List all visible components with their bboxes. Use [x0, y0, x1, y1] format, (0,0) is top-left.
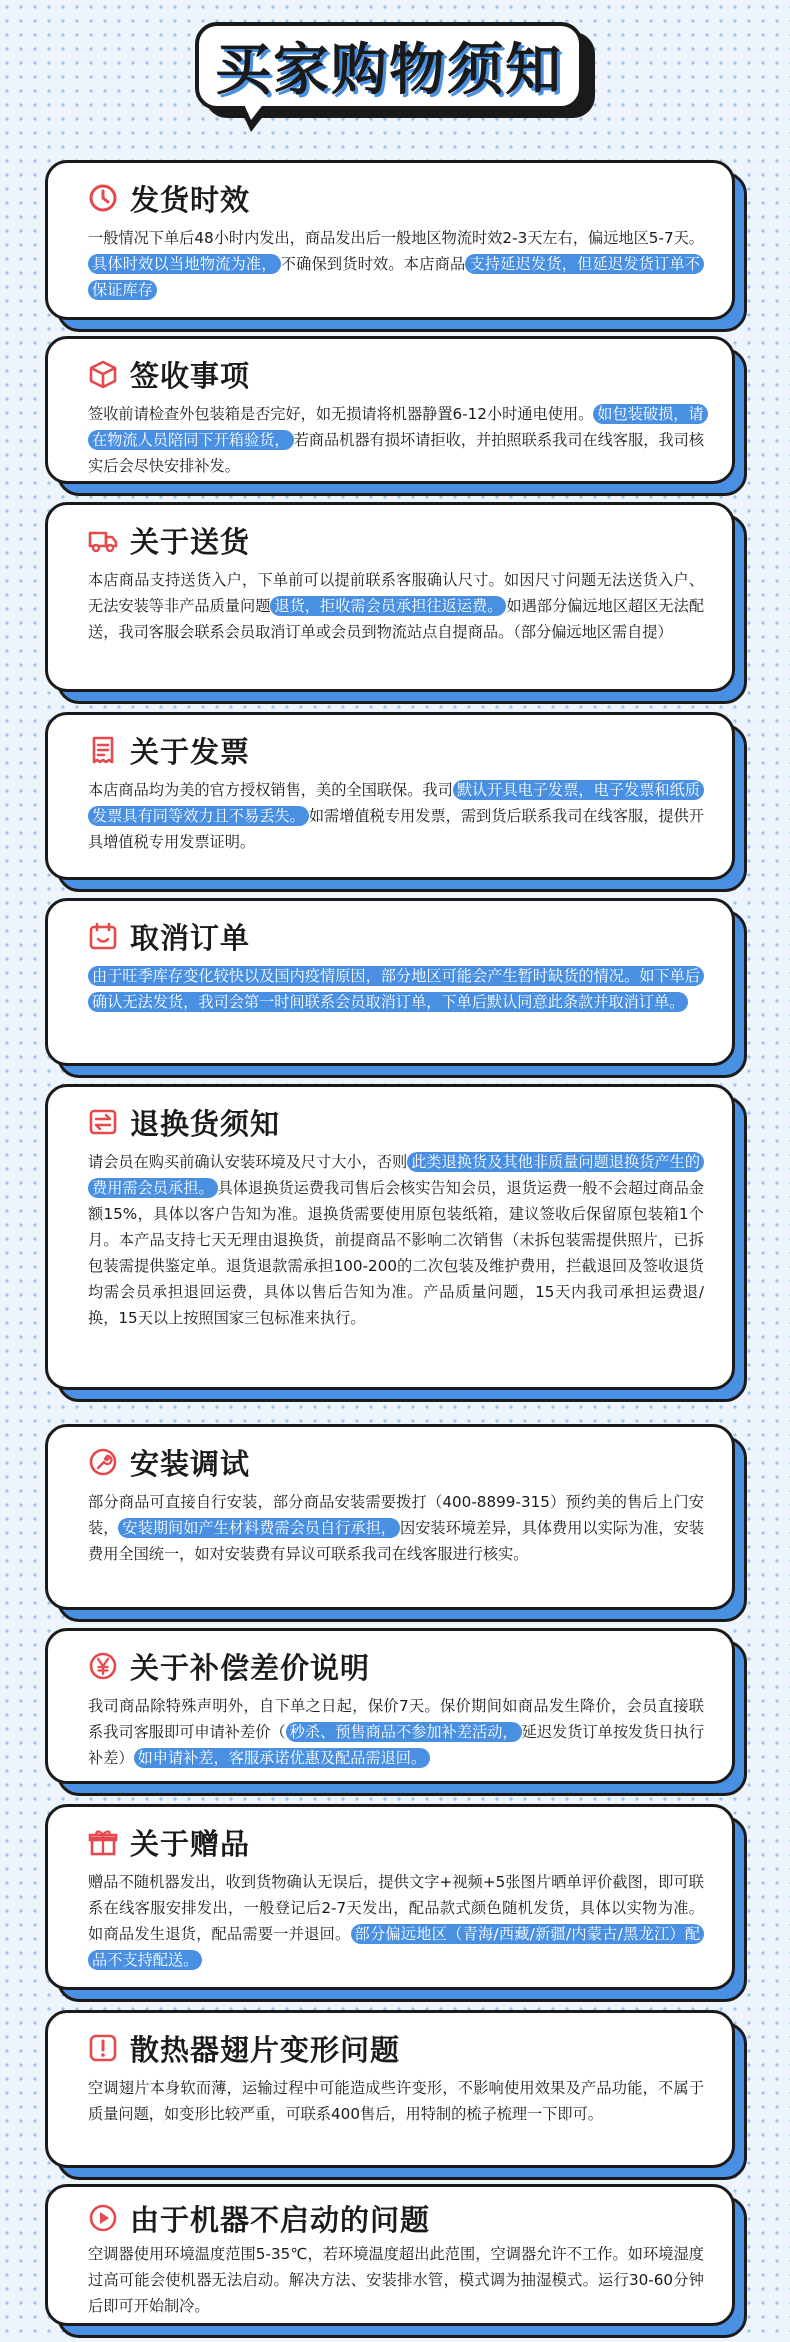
- highlighted-text: 部分偏远地区（青海/西藏/新疆/内蒙古/黑龙江）配品不支持配送。: [88, 1924, 704, 1970]
- section-title: 退换货须知: [130, 1106, 281, 1141]
- body-text: 请会员在购买前确认安装环境及尺寸大小，否则: [88, 1153, 408, 1171]
- highlighted-text: 具体时效以当地物流为准，: [88, 254, 281, 274]
- page-title-banner: [195, 22, 595, 132]
- calendar-icon: [88, 921, 118, 951]
- section-text: [88, 1489, 704, 1567]
- section-title: 取消订单: [130, 920, 251, 955]
- highlighted-text: 此类退换货及其他非质量问题退换货产生的费用需会员承担。: [88, 1152, 704, 1198]
- body-text: 本店商品均为美的官方授权销售，美的全国联保。我司: [88, 781, 453, 799]
- body-text: 因安装环境差异，具体费用以实际为准，安装费用全国统一，如对安装费有异议可联系我司在线客服进行核实。: [88, 1519, 705, 1563]
- section-shipping-time: [45, 160, 735, 320]
- section-title: 发货时效: [130, 182, 251, 217]
- section-text: [88, 401, 704, 479]
- section-invoice: [45, 712, 735, 880]
- section-return-exchange: [45, 1084, 735, 1390]
- section-text: [88, 1149, 704, 1331]
- section-text: [88, 225, 704, 303]
- section-text: [88, 2241, 704, 2319]
- body-text: 部分商品可直接自行安装，部分商品安装需要拨打（400-8899-315）预约美的售后上门安装，: [88, 1493, 704, 1537]
- body-text: 我司商品除特殊声明外，自下单之日起，保价7天。保价期间如商品发生降价，会员直接联系我司客服即可申请补差价（: [88, 1697, 704, 1741]
- body-text: 赠品不随机器发出，收到货物确认无误后，提供文字+视频+5张图片晒单评价截图，即可联系在线客服安排发出，一般登记后2-7天发出，配品款式颜色随机发货，具体以实物为准。如商品发生退货，配品需要一并退回。: [88, 1873, 704, 1943]
- title-box: [195, 22, 583, 110]
- section-text: [88, 567, 704, 645]
- highlighted-text: 如包装破损，请在物流人员陪同下开箱验货，: [88, 404, 708, 450]
- section-title: 签收事项: [130, 358, 251, 393]
- section-text: [88, 963, 704, 1015]
- section-title: 安装调试: [130, 1446, 251, 1481]
- body-text: 空调器使用环境温度范围5-35℃，若环境温度超出此范围，空调器允许不工作。如环境湿度过高可能会使机器无法启动。解决方法、安装排水管，模式调为抽湿模式。运行30-60分钟后即可开始制冷。: [88, 2245, 704, 2315]
- gift-icon: [88, 1827, 118, 1857]
- section-installation: [45, 1424, 735, 1610]
- section-price-compensation: [45, 1628, 735, 1784]
- body-text: 不确保到货时效。本店商品: [280, 255, 466, 273]
- section-title: 散热器翅片变形问题: [130, 2032, 401, 2067]
- exchange-icon: [88, 1107, 118, 1137]
- body-text: 若商品机器有损坏请拒收，并拍照联系我司在线客服，我司核实后会尽快安排补发。: [88, 431, 705, 475]
- highlighted-text: 如申请补差，客服承诺优惠及配品需退回。: [134, 1748, 431, 1768]
- section-gifts: [45, 1804, 735, 1990]
- section-delivery: [45, 502, 735, 692]
- section-title: 关于送货: [130, 524, 251, 559]
- yen-icon: [88, 1651, 118, 1681]
- body-text: 具体退换货运费我司售后会核实告知会员，退货运费一般不会超过商品金额15%，具体以客户告知为准。退换货需要使用原包装纸箱，建议签收后保留原包装箱1个月。本产品支持七天无理由退换货，前提商品不影响二次销售（未拆包装需提供照片，已拆包装需提供鉴定单。退货退款需承担100-200的二次包装及维护费用，拦截退回及签收退货均需会员承担退回运费，具体以售后告知为准。产品质量问题，15天内我司承担运费退/换，15天以上按照国家三包标准来执行。: [88, 1179, 705, 1327]
- page-title: 买家购物须知: [215, 38, 563, 103]
- section-text: [88, 777, 704, 855]
- title-speech-tail-inner: [243, 102, 265, 120]
- body-text: 签收前请检查外包装箱是否完好，如无损请将机器静置6-12小时通电使用。: [88, 405, 594, 423]
- body-text: 本店商品支持送货入户，下单前可以提前联系客服确认尺寸。如因尺寸问题无法送货入户、无法安装等非产品质量问题: [88, 571, 704, 615]
- highlighted-text: 默认开具电子发票，电子发票和纸质发票具有同等效力且不易丢失。: [88, 780, 704, 826]
- section-title: 由于机器不启动的问题: [130, 2202, 431, 2237]
- section-cancel-order: [45, 898, 735, 1066]
- highlighted-text: 支持延迟发货，但延迟发货订单不保证库存: [88, 254, 704, 300]
- section-machine-not-starting: [45, 2184, 735, 2326]
- truck-icon: [88, 525, 118, 555]
- body-text: 延迟发货订单按发货日执行补差）: [88, 1723, 705, 1767]
- highlighted-text: 秒杀、预售商品不参加补差活动，: [286, 1722, 522, 1742]
- section-title: 关于赠品: [130, 1826, 251, 1861]
- highlighted-text: 安装期间如产生材料费需会员自行承担，: [118, 1518, 400, 1538]
- body-text: 空调翅片本身软而薄，运输过程中可能造成些许变形，不影响使用效果及产品功能，不属于质量问题，如变形比较严重，可联系400售后，用特制的梳子梳理一下即可。: [88, 2079, 704, 2123]
- body-text: 一般情况下单后48小时内发出，商品发出后一般地区物流时效2-3天左右，偏远地区5-7天。: [88, 229, 704, 247]
- section-title: 关于发票: [130, 734, 251, 769]
- section-text: [88, 1869, 704, 1973]
- package-box-icon: [88, 359, 118, 389]
- section-text: [88, 1693, 704, 1771]
- wrench-icon: [88, 1447, 118, 1477]
- receipt-icon: [88, 735, 118, 765]
- body-text: 如需增值税专用发票，需到货后联系我司在线客服，提供开具增值税专用发票证明。: [88, 807, 705, 851]
- play-circle-icon: [88, 2203, 118, 2233]
- clock-icon: [88, 183, 118, 213]
- section-title: 关于补偿差价说明: [130, 1650, 371, 1685]
- highlighted-text: 退货，拒收需会员承担往返运费。: [270, 596, 506, 616]
- warning-icon: [88, 2033, 118, 2063]
- body-text: 如遇部分偏远地区超区无法配送，我司客服会联系会员取消订单或会员到物流站点自提商品。（部分偏远地区需自提）: [88, 597, 705, 641]
- section-receipt-check: [45, 336, 735, 484]
- section-text: [88, 2075, 704, 2127]
- highlighted-text: 由于旺季库存变化较快以及国内疫情原因，部分地区可能会产生暂时缺货的情况。如下单后确认无法发货，我司会第一时间联系会员取消订单，下单后默认同意此条款并取消订单。: [88, 966, 704, 1012]
- section-fin-deformation: [45, 2010, 735, 2168]
